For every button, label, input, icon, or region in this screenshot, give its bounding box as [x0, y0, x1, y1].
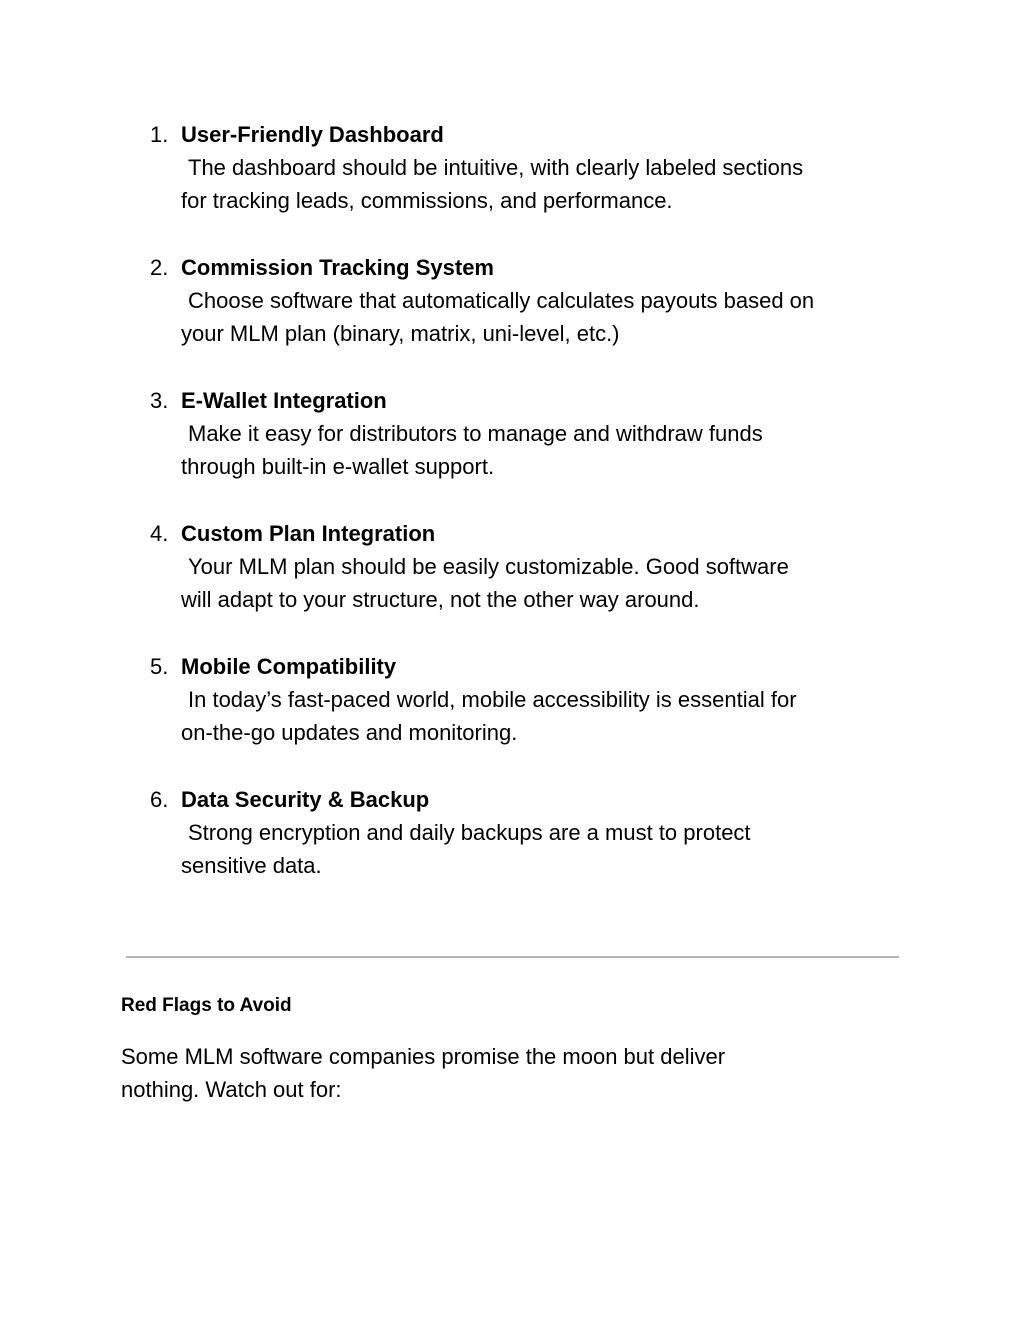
feature-list	[150, 118, 920, 916]
red-flags-paragraph-line-1: Some MLM software companies promise the moon but deliver	[121, 1044, 726, 1069]
feature-title: Mobile Compatibility	[181, 654, 397, 679]
feature-description-line-2: sensitive data.	[181, 853, 322, 878]
red-flags-paragraph	[121, 1040, 881, 1106]
list-item	[150, 384, 920, 483]
list-number: 6.	[150, 787, 169, 812]
list-item	[150, 783, 920, 882]
feature-description-line-1: Make it easy for distributors to manage and withdraw funds	[188, 421, 763, 446]
feature-description-line-1: Strong encryption and daily backups are a must to protect	[188, 820, 751, 845]
feature-description-line-2: will adapt to your structure, not the other way around.	[181, 587, 700, 612]
feature-description-line-2: for tracking leads, commissions, and performance.	[181, 188, 673, 213]
list-item	[150, 517, 920, 616]
list-item	[150, 118, 920, 217]
feature-title: Custom Plan Integration	[181, 521, 436, 546]
feature-title: Commission Tracking System	[181, 255, 494, 280]
list-item	[150, 251, 920, 350]
list-item	[150, 650, 920, 749]
feature-description-line-1: In today’s fast-paced world, mobile accessibility is essential for	[188, 687, 797, 712]
feature-title: Data Security & Backup	[181, 787, 430, 812]
red-flags-heading: Red Flags to Avoid	[121, 995, 292, 1016]
list-number: 4.	[150, 521, 169, 546]
feature-description-line-2: your MLM plan (binary, matrix, uni-level, etc.)	[181, 321, 620, 346]
feature-description-line-2: on-the-go updates and monitoring.	[181, 720, 518, 745]
feature-description-line-1: The dashboard should be intuitive, with clearly labeled sections	[188, 155, 804, 180]
feature-description-line-1: Choose software that automatically calculates payouts based on	[188, 288, 815, 313]
list-number: 2.	[150, 255, 169, 280]
feature-title: E-Wallet Integration	[181, 388, 387, 413]
feature-title: User-Friendly Dashboard	[181, 122, 444, 147]
red-flags-paragraph-line-2: nothing. Watch out for:	[121, 1077, 342, 1102]
feature-description-line-2: through built-in e-wallet support.	[181, 454, 495, 479]
list-number: 3.	[150, 388, 169, 413]
list-number: 5.	[150, 654, 169, 679]
feature-description-line-1: Your MLM plan should be easily customizable. Good software	[188, 554, 789, 579]
horizontal-divider	[126, 956, 899, 958]
list-number: 1.	[150, 122, 169, 147]
